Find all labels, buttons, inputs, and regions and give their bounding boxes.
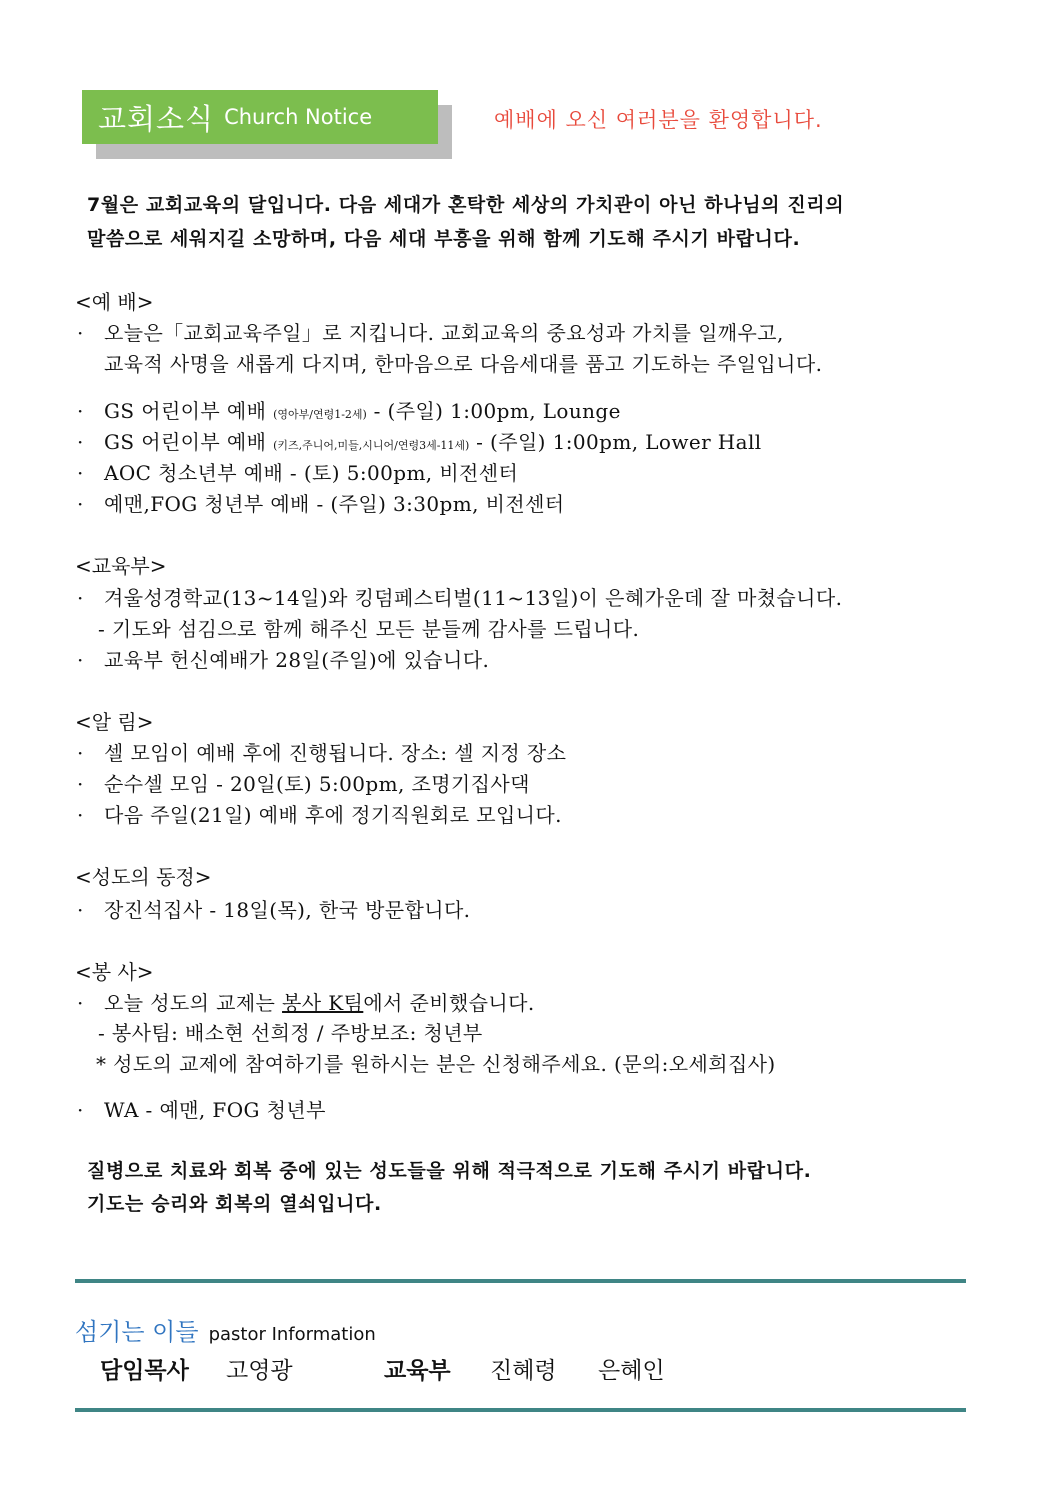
service-team-name: 봉사 K팀 bbox=[282, 991, 364, 1015]
bullet: · bbox=[77, 430, 84, 454]
worship-line-2: 교육적 사명을 새롭게 다지며, 한마음으로 다음세대를 품고 기도하는 주일입니다. bbox=[104, 352, 823, 376]
service-line-1: · 오늘 성도의 교제는 봉사 K팀에서 준비했습니다. bbox=[77, 991, 535, 1015]
worship-schedule-3: · AOC 청소년부 예배 - (토) 5:00pm, 비전센터 bbox=[77, 461, 519, 485]
prayer-line-2: 기도는 승리와 회복의 열쇠입니다. bbox=[87, 1193, 382, 1215]
worship-schedule-4: · 예맨,FOG 청년부 예배 - (주일) 3:30pm, 비전센터 bbox=[77, 492, 565, 516]
education-line-2: - 기도와 섬김으로 함께 해주신 모든 분들께 감사를 드립니다. bbox=[98, 617, 640, 641]
staff-name-education-2: 은혜인 bbox=[598, 1358, 665, 1384]
bullet: · bbox=[77, 586, 84, 610]
bullet: · bbox=[77, 1098, 84, 1122]
divider-top bbox=[75, 1279, 966, 1283]
members-line-1: · 장진석집사 - 18일(목), 한국 방문합니다. bbox=[77, 898, 471, 922]
service-line-3: * 성도의 교제에 참여하기를 원하시는 분은 신청해주세요. (문의:오세희집사) bbox=[96, 1052, 776, 1076]
bullet: · bbox=[77, 991, 84, 1015]
worship-schedule-2: · GS 어린이부 예배 (키즈,주니어,미들,시니어/연령3세-11세) - (주일) 1:00pm, Lower Hall bbox=[77, 430, 762, 454]
bullet: · bbox=[77, 648, 84, 672]
staff-role-education: 교육부 bbox=[384, 1358, 451, 1384]
staff-subtitle: pastor Information bbox=[208, 1324, 376, 1345]
section-heading-worship: <예 배> bbox=[75, 290, 154, 314]
section-heading-notice: <알 림> bbox=[75, 710, 154, 734]
header-title-en: Church Notice bbox=[224, 105, 373, 129]
divider-bottom bbox=[75, 1408, 966, 1412]
welcome-message: 예배에 오신 여러분을 환영합니다. bbox=[494, 108, 823, 132]
education-line-3: · 교육부 헌신예배가 28일(주일)에 있습니다. bbox=[77, 648, 490, 672]
bullet: · bbox=[77, 399, 84, 423]
service-line-4: · WA - 예맨, FOG 청년부 bbox=[77, 1098, 326, 1122]
prayer-line-1: 질병으로 치료와 회복 중에 있는 성도들을 위해 적극적으로 기도해 주시기 바랍니다. bbox=[87, 1160, 812, 1182]
notice-line-2: · 순수셀 모임 - 20일(토) 5:00pm, 조명기집사댁 bbox=[77, 772, 530, 796]
bullet: · bbox=[77, 461, 84, 485]
bullet: · bbox=[77, 772, 84, 796]
worship-line-1: · 오늘은「교회교육주일」로 지킵니다. 교회교육의 중요성과 가치를 일깨우고, bbox=[77, 321, 784, 345]
bullet: · bbox=[77, 321, 84, 345]
header-title-ko: 교회소식 bbox=[98, 101, 215, 136]
staff-name-senior-pastor: 고영광 bbox=[226, 1358, 293, 1384]
bullet: · bbox=[77, 741, 84, 765]
worship-schedule-1: · GS 어린이부 예배 (영아부/연령1-2세) - (주일) 1:00pm, Lounge bbox=[77, 399, 621, 423]
notice-line-3: · 다음 주일(21일) 예배 후에 정기직원회로 모입니다. bbox=[77, 803, 562, 827]
staff-title: 섬기는 이들 pastor Information bbox=[75, 1318, 376, 1346]
staff-name-education-1: 진혜령 bbox=[490, 1358, 557, 1384]
header-banner bbox=[82, 90, 438, 144]
intro-line-2: 말씀으로 세워지길 소망하며, 다음 세대 부흥을 위해 함께 기도해 주시기 바랍니다. bbox=[87, 228, 801, 250]
bullet: · bbox=[77, 492, 84, 516]
education-line-1: · 겨울성경학교(13~14일)와 킹덤페스티벌(11~13일)이 은혜가운데 잘 마쳤습니다. bbox=[77, 586, 843, 610]
bullet: · bbox=[77, 898, 84, 922]
section-heading-members: <성도의 동정> bbox=[75, 865, 212, 889]
notice-line-1: · 셀 모임이 예배 후에 진행됩니다. 장소: 셀 지정 장소 bbox=[77, 741, 567, 765]
section-heading-service: <봉 사> bbox=[75, 960, 154, 984]
staff-role-senior-pastor: 담임목사 bbox=[100, 1358, 189, 1384]
bullet: · bbox=[77, 803, 84, 827]
section-heading-education: <교육부> bbox=[75, 554, 167, 578]
service-line-2: - 봉사팀: 배소현 선희정 / 주방보조: 청년부 bbox=[98, 1021, 483, 1045]
intro-line-1: 7월은 교회교육의 달입니다. 다음 세대가 혼탁한 세상의 가치관이 아닌 하나님의 진리의 bbox=[87, 194, 845, 216]
